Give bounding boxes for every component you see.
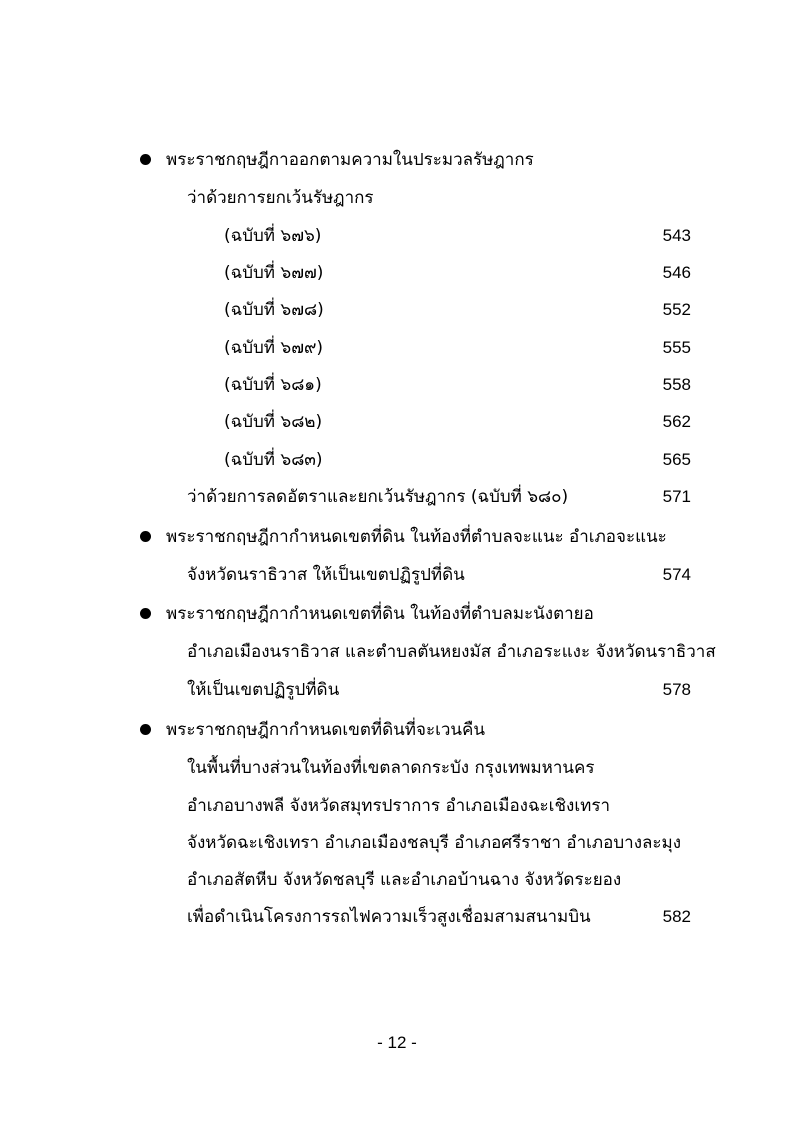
page-number: 574 [662, 565, 691, 584]
toc-entry [0, 222, 794, 250]
toc-entry [0, 866, 794, 894]
toc-entry [0, 334, 794, 362]
bullet-icon [140, 608, 151, 619]
entry-issue: (ฉบับที่ ๖๗๖) [224, 226, 322, 246]
page-number: 571 [662, 487, 691, 506]
toc-entry [0, 184, 794, 212]
toc-entry [0, 446, 794, 474]
toc-entry [0, 676, 794, 704]
toc-entry [0, 829, 794, 857]
entry-title: พระราชกฤษฎีกากำหนดเขตที่ดิน ในท้องที่ตำบลมะนังตายอ [166, 604, 594, 624]
entry-issue: (ฉบับที่ ๖๘๒) [224, 412, 323, 432]
page-footer-number: - 12 - [377, 1033, 417, 1052]
toc-entry [0, 259, 794, 287]
page-number: 543 [662, 226, 691, 245]
toc-entry [0, 146, 794, 174]
entry-issue: (ฉบับที่ ๖๗๙) [224, 338, 324, 358]
toc-entry [0, 600, 794, 628]
entry-subtitle: จังหวัดนราธิวาส ให้เป็นเขตปฏิรูปที่ดิน [187, 565, 465, 585]
entry-title: พระราชกฤษฎีกาออกตามความในประมวลรัษฎากร [166, 150, 534, 170]
entry-issue: (ฉบับที่ ๖๗๗) [224, 263, 324, 283]
entry-subtitle: อำเภอสัตหีบ จังหวัดชลบุรี และอำเภอบ้านฉาง จังหวัดระยอง [187, 870, 622, 890]
toc-entry [0, 408, 794, 436]
entry-subtitle: ให้เป็นเขตปฏิรูปที่ดิน [187, 680, 340, 700]
page-number: 552 [662, 300, 691, 319]
entry-issue: (ฉบับที่ ๖๘๓) [224, 450, 323, 470]
toc-entry [0, 561, 794, 589]
entry-title: พระราชกฤษฎีกากำหนดเขตที่ดิน ในท้องที่ตำบลจะแนะ อำเภอจะแนะ [166, 527, 667, 547]
page-number: 558 [662, 375, 691, 394]
toc-entry [0, 296, 794, 324]
entry-subtitle: ในพื้นที่บางส่วนในท้องที่เขตลาดกระบัง กรุงเทพมหานคร [187, 758, 595, 778]
page-number: 562 [662, 412, 691, 431]
page-number: 555 [662, 338, 691, 357]
entry-subtitle: จังหวัดฉะเชิงเทรา อำเภอเมืองชลบุรี อำเภอศรีราชา อำเภอบางละมุง [187, 833, 682, 853]
toc-entry [0, 638, 794, 666]
entry-subtitle: เพื่อดำเนินโครงการรถไฟความเร็วสูงเชื่อมสามสนามบิน [187, 907, 591, 927]
toc-entry [0, 523, 794, 551]
toc-entry [0, 792, 794, 820]
entry-subtitle: อำเภอบางพลี จังหวัดสมุทรปราการ อำเภอเมืองฉะเชิงเทรา [187, 796, 611, 816]
toc-entry [0, 903, 794, 931]
toc-entry [0, 483, 794, 511]
page-number: 582 [662, 907, 691, 926]
page-number: 546 [662, 263, 691, 282]
page-number: 578 [662, 680, 691, 699]
toc-entry [0, 754, 794, 782]
toc-entry [0, 371, 794, 399]
toc-entry [0, 716, 794, 744]
entry-subtitle: ว่าด้วยการยกเว้นรัษฎากร [187, 188, 374, 208]
entry-subtitle: ว่าด้วยการลดอัตราและยกเว้นรัษฎากร (ฉบับที่ ๖๘๐) [187, 487, 569, 507]
entry-issue: (ฉบับที่ ๖๗๘) [224, 300, 324, 320]
entry-issue: (ฉบับที่ ๖๘๑) [224, 375, 322, 395]
entry-title: พระราชกฤษฎีกากำหนดเขตที่ดินที่จะเวนคืน [166, 720, 486, 740]
page-number: 565 [662, 450, 691, 469]
bullet-icon [140, 724, 151, 735]
entry-subtitle: อำเภอเมืองนราธิวาส และตำบลตันหยงมัส อำเภอระแงะ จังหวัดนราธิวาส [187, 642, 716, 662]
bullet-icon [140, 154, 151, 165]
bullet-icon [140, 531, 151, 542]
